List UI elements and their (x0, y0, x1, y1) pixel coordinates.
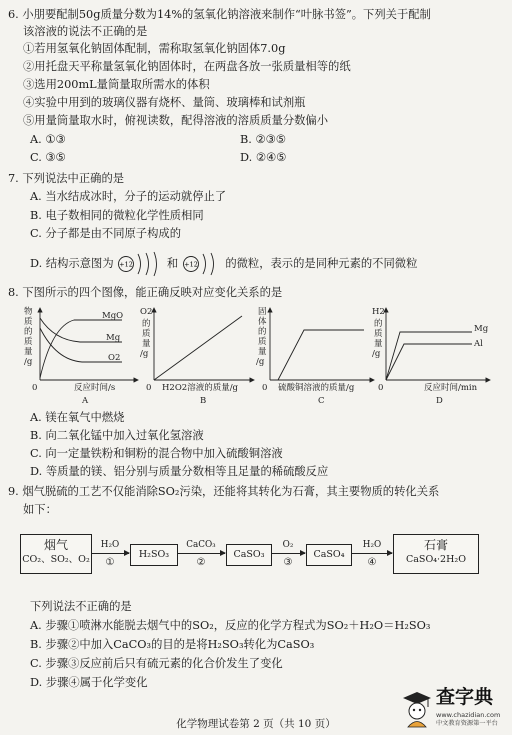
graph-c-ylabel-3: 的 (258, 327, 267, 337)
q6-option-d: D. ②④⑤ (240, 151, 287, 164)
flow-box-flue-gas (20, 534, 92, 574)
q7-option-d-prefix: D. 结构示意图为 (30, 257, 114, 270)
flow-flue-gas-title: 烟气 (43, 538, 68, 552)
graph-a-ylabel-5: 量 (24, 347, 33, 357)
graph-a-ylabel-3: 的 (24, 327, 33, 337)
nucleus-charge-2: +12 (183, 260, 198, 269)
q9-question: 下列说法不正确的是 (30, 600, 132, 613)
graph-a-xlabel: 反应时间/s (74, 383, 116, 393)
q6-statement-2: ②用托盘天平称量氢氧化钠固体时，在两盘各放一张质量相等的纸 (23, 60, 351, 73)
q6-option-a: A. ①③ (30, 133, 66, 146)
graph-a-origin: 0 (32, 383, 38, 393)
q6-stem-line1: 6. 小朋要配制50g质量分数为14%的氢氧化钠溶液来制作“叶脉书签”。下列关于配制 (8, 8, 431, 21)
watermark-brand: 查字典 (436, 686, 494, 708)
graph-d-ylabel-4: 量 (374, 339, 383, 349)
page-footer: 化学物理试卷第 2 页（共 10 页） (176, 718, 336, 730)
graph-a-ylabel-6: /g (24, 357, 33, 367)
q9-option-a: A. 步骤①喷淋水能脱去烟气中的SO₂，反应的化学方程式为SO₂＋H₂O＝H₂SO₃ (30, 619, 431, 632)
flow-arrow-3 (271, 553, 305, 554)
flow-arrow-4-reagent: H₂O (362, 540, 382, 550)
graph-d-ylabel-2: 的 (374, 319, 383, 329)
flow-arrow-2-step: ② (196, 557, 206, 568)
nucleus-charge-1: +12 (119, 260, 134, 269)
graph-d-letter: D (436, 396, 443, 406)
flow-gypsum-title: 石膏 (423, 538, 448, 552)
graph-c-letter: C (318, 396, 325, 406)
q6-stem-line2: 该溶液的说法不正确的是 (23, 25, 148, 38)
graph-a-curve-mgo (40, 320, 122, 378)
flow-box-caso3: CaSO₃ (226, 544, 272, 566)
graph-d-ylabel-5: /g (372, 349, 381, 359)
q9-option-d: D. 步骤④属于化学变化 (30, 676, 148, 689)
q6-option-c: C. ③⑤ (30, 151, 66, 164)
graph-c-ylabel-2: 体 (258, 317, 267, 327)
graph-a-ylabel-1: 物 (24, 307, 33, 317)
graph-a-ylabel-2: 质 (24, 317, 33, 327)
graph-d-origin: 0 (378, 383, 384, 393)
flow-gypsum-formula: CaSO₄·2H₂O (406, 554, 466, 565)
graph-c-ylabel-4: 质 (258, 337, 267, 347)
graduate-mascot-icon (402, 690, 432, 728)
q8-option-b: B. 向二氧化锰中加入过氧化氢溶液 (30, 429, 204, 442)
graph-a-label-mg: Mg (106, 333, 121, 343)
graph-a-letter: A (82, 396, 89, 406)
watermark-url: www.chazidian.com (436, 711, 501, 719)
chazidian-logo (402, 688, 506, 732)
flow-arrow-1-reagent: H₂O (100, 540, 120, 550)
graph-a-ylabel-4: 质 (24, 337, 33, 347)
q8-graphs (22, 304, 494, 406)
flow-box-gypsum (393, 534, 479, 574)
flow-arrow-3-step: ③ (283, 557, 293, 568)
graph-c-xlabel: 硫酸铜溶液的质量/g (278, 383, 355, 393)
q7-stem: 7. 下列说法中正确的是 (8, 172, 125, 185)
q9-stem-line2: 如下： (23, 503, 57, 516)
flow-arrow-1 (91, 553, 129, 554)
q6-statement-5: ⑤用量筒量取水时，俯视读数，配得溶液的溶质质量分数偏小 (23, 114, 329, 127)
graph-c-origin: 0 (262, 383, 268, 393)
flow-flue-gas-components: CO₂、SO₂、O₂ (22, 554, 90, 565)
q6-option-b: B. ②③⑤ (240, 133, 286, 146)
q7-option-b: B. 电子数相同的微粒化学性质相同 (30, 209, 204, 222)
graph-b-letter: B (200, 396, 207, 406)
q9-option-c: C. 步骤③反应前后只有硫元素的化合价发生了变化 (30, 657, 283, 670)
graph-b-ylabel-2: 的 (142, 319, 151, 329)
flow-arrow-1-step: ① (105, 557, 115, 568)
q7-option-a: A. 当水结成冰时，分子的运动就停止了 (30, 190, 227, 203)
flow-arrow-2-reagent: CaCO₃ (186, 540, 216, 550)
graph-b-origin: 0 (146, 383, 152, 393)
atom-structure-diagram-1 (117, 251, 163, 277)
atom-structure-diagram-2 (182, 251, 222, 277)
graph-d-line-mg (386, 332, 472, 380)
q9-stem-line1: 9. 烟气脱硫的工艺不仅能消除SO₂污染，还能将其转化为石膏，其主要物质的转化关系 (8, 485, 440, 498)
q8-option-a: A. 镁在氧气中燃烧 (30, 411, 125, 424)
flow-arrow-4-step: ④ (367, 557, 377, 568)
q7-option-d (30, 251, 417, 277)
graph-b-ylabel-1: O2 (140, 307, 153, 317)
watermark-slogan: 中文教育资源第一平台 (436, 720, 498, 727)
q9-option-b: B. 步骤②中加入CaCO₃的目的是将H₂SO₃转化为CaSO₃ (30, 638, 315, 651)
q6-statement-4: ④实验中用到的玻璃仪器有烧杯、量筒、玻璃棒和试剂瓶 (23, 96, 306, 109)
flow-arrow-4 (351, 553, 392, 554)
flow-box-h2so3: H₂SO₃ (130, 544, 178, 566)
graph-a-label-o2: O2 (108, 353, 121, 363)
graph-d-ylabel-1: H2 (372, 307, 385, 317)
graph-d-line-al (386, 344, 472, 380)
graph-a-label-mgo: MgO (102, 311, 124, 321)
q7-option-d-and: 和 (166, 257, 179, 270)
graph-b-xlabel: H2O2溶液的质量/g (162, 383, 239, 393)
graph-d-ylabel-3: 质 (374, 329, 383, 339)
flow-arrow-3-reagent: O₂ (282, 540, 294, 550)
graph-b-ylabel-4: 量 (142, 339, 151, 349)
graph-d-label-mg: Mg (474, 324, 489, 334)
graph-b-ylabel-5: /g (140, 349, 149, 359)
flow-arrow-2 (177, 553, 225, 554)
graph-b-ylabel-3: 质 (142, 329, 151, 339)
graph-c-line (272, 330, 364, 380)
q8-option-c: C. 向一定量铁粉和铜粉的混合物中加入硫酸铜溶液 (30, 447, 283, 460)
flow-box-caso4: CaSO₄ (306, 544, 352, 566)
graph-c-ylabel-6: /g (256, 357, 265, 367)
graph-b-line (154, 316, 242, 380)
q7-option-d-suffix: 的微粒，表示的是同种元素的不同微粒 (225, 257, 418, 270)
graph-d-label-al: Al (474, 339, 483, 349)
graph-d-xlabel: 反应时间/min (424, 383, 478, 393)
q8-option-d: D. 等质量的镁、铝分别与质量分数相等且足量的稀硫酸反应 (30, 465, 329, 478)
q8-stem: 8. 下图所示的四个图像，能正确反映对应变化关系的是 (8, 286, 283, 299)
q6-statement-3: ③选用200mL量筒量取所需水的体积 (23, 78, 210, 91)
graph-c-ylabel-5: 量 (258, 347, 267, 357)
q7-option-c: C. 分子都是由不同原子构成的 (30, 227, 181, 240)
q6-statement-1: ①若用氢氧化钠固体配制，需称取氢氧化钠固体7.0g (23, 42, 286, 55)
graph-c-ylabel-1: 固 (258, 307, 267, 317)
